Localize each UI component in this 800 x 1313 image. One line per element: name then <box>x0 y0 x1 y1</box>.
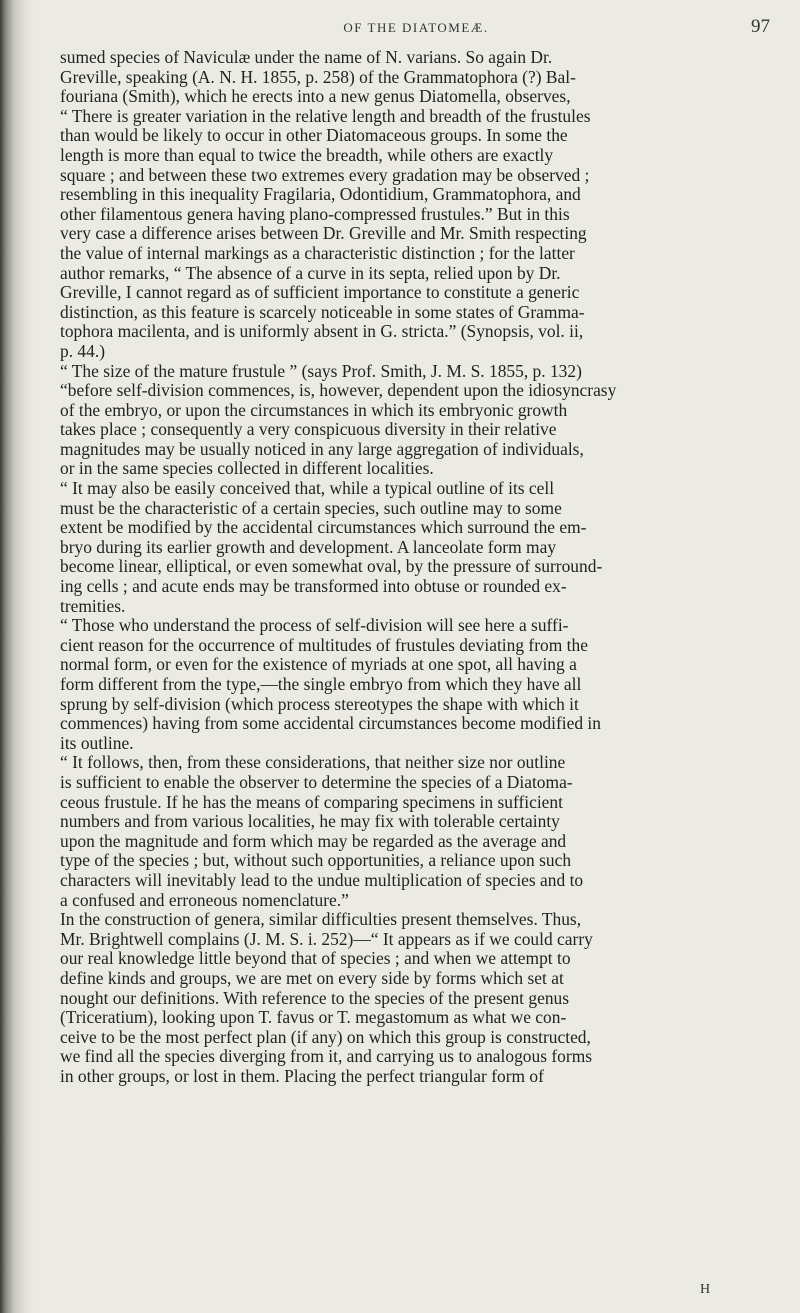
text-line: commences) having from some accidental circumstances become modified in <box>60 713 602 734</box>
text-line: ceive to be the most perfect plan (if any) on which this group is constructed, <box>60 1026 591 1047</box>
body-text <box>60 48 775 1086</box>
text-line: we find all the species diverging from it, and carrying us to analogous forms <box>60 1046 593 1067</box>
text-line: resembling in this inequality Fragilaria, Odontidium, Grammatophora, and <box>60 184 581 205</box>
text-line: sprung by self-division (which process stereotypes the shape with which it <box>60 693 579 714</box>
text-line: characters will inevitably lead to the undue multiplication of species and to <box>60 869 584 890</box>
text-line: its outline. <box>60 732 134 753</box>
signature-mark: H <box>700 1282 711 1297</box>
text-line: tophora macilenta, and is uniformly absent in G. stricta.” (Synopsis, vol. ii, <box>60 321 584 342</box>
text-line: sumed species of Naviculæ under the name of N. varians. So again Dr. <box>60 47 553 67</box>
text-line: upon the magnitude and form which may be regarded as the average and <box>60 830 567 851</box>
text-line: Mr. Brightwell complains (J. M. S. i. 252)—“ It appears as if we could carry <box>60 928 593 949</box>
text-line: “ There is greater variation in the relative length and breadth of the frustules <box>60 105 591 126</box>
text-line: normal form, or even for the existence of myriads at one spot, all having a <box>60 654 577 675</box>
text-line: than would be likely to occur in other Diatomaceous groups. In some the <box>60 125 568 146</box>
text-line: other filamentous genera having plano-compressed frustules.” But in this <box>60 203 570 224</box>
text-line: (Triceratium), looking upon T. favus or T. megastomum as what we con- <box>60 1007 567 1028</box>
text-line: tremities. <box>60 595 126 616</box>
text-line: length is more than equal to twice the breadth, while others are exactly <box>60 144 554 165</box>
running-title: OF THE DIATOMEÆ. <box>343 20 489 35</box>
text-line: In the construction of genera, similar difficulties present themselves. Thus, <box>60 909 582 930</box>
text-line: of the embryo, or upon the circumstances in which its embryonic growth <box>60 399 568 420</box>
text-line: ing cells ; and acute ends may be transformed into obtuse or rounded ex- <box>60 576 567 597</box>
text-line: a confused and erroneous nomenclature.” <box>60 889 349 910</box>
text-line: must be the characteristic of a certain species, such outline may to some <box>60 497 562 518</box>
text-line: “ The size of the mature frustule ” (says Prof. Smith, J. M. S. 1855, p. 132) <box>60 360 582 381</box>
text-line: is sufficient to enable the observer to determine the species of a Diatoma- <box>60 771 573 792</box>
text-line: Greville, I cannot regard as of sufficient importance to constitute a generic <box>60 282 580 303</box>
page-gutter-shadow <box>0 0 34 1313</box>
text-line: our real knowledge little beyond that of species ; and when we attempt to <box>60 948 571 969</box>
text-line: in other groups, or lost in them. Placing the perfect triangular form of <box>60 1065 544 1086</box>
text-line: become linear, elliptical, or even somewhat oval, by the pressure of surround- <box>60 556 603 577</box>
page-number: 97 <box>751 16 770 37</box>
text-line: bryo during its earlier growth and development. A lanceolate form may <box>60 536 557 557</box>
page-header <box>60 16 772 42</box>
text-line: square ; and between these two extremes every gradation may be observed ; <box>60 164 590 185</box>
text-line: takes place ; consequently a very conspicuous diversity in their relative <box>60 419 557 440</box>
text-line: nought our definitions. With reference to the species of the present genus <box>60 987 570 1008</box>
text-line: cient reason for the occurrence of multitudes of frustules deviating from the <box>60 634 588 655</box>
text-line: fouriana (Smith), which he erects into a new genus Diatomella, observes, <box>60 86 571 107</box>
text-line: “ It may also be easily conceived that, while a typical outline of its cell <box>60 478 555 499</box>
text-line: “before self-division commences, is, however, dependent upon the idiosyncrasy <box>60 380 617 401</box>
text-line: extent be modified by the accidental circumstances which surround the em- <box>60 517 587 538</box>
text-line: form different from the type,—the single embryo from which they have all <box>60 674 582 694</box>
text-line: the value of internal markings as a characteristic distinction ; for the latter <box>60 242 575 263</box>
text-line: “ It follows, then, from these considerations, that neither size nor outline <box>60 752 566 773</box>
text-line: or in the same species collected in different localities. <box>60 458 434 479</box>
text-line: p. 44.) <box>60 340 106 361</box>
text-line: type of the species ; but, without such opportunities, a reliance upon such <box>60 850 572 871</box>
text-line: numbers and from various localities, he may fix with tolerable certainty <box>60 811 560 832</box>
text-line: distinction, as this feature is scarcely noticeable in some states of Gramma- <box>60 301 585 322</box>
text-line: very case a difference arises between Dr. Greville and Mr. Smith respecting <box>60 223 587 244</box>
text-line: “ Those who understand the process of self-division will see here a suffi- <box>60 615 569 636</box>
text-line: ceous frustule. If he has the means of comparing specimens in sufficient <box>60 791 563 812</box>
text-line: Greville, speaking (A. N. H. 1855, p. 258) of the Grammatophora (?) Bal- <box>60 66 576 87</box>
text-line: magnitudes may be usually noticed in any large aggregation of individuals, <box>60 438 584 459</box>
text-line: author remarks, “ The absence of a curve in its septa, relied upon by Dr. <box>60 262 561 283</box>
text-line: define kinds and groups, we are met on every side by forms which set at <box>60 967 564 988</box>
